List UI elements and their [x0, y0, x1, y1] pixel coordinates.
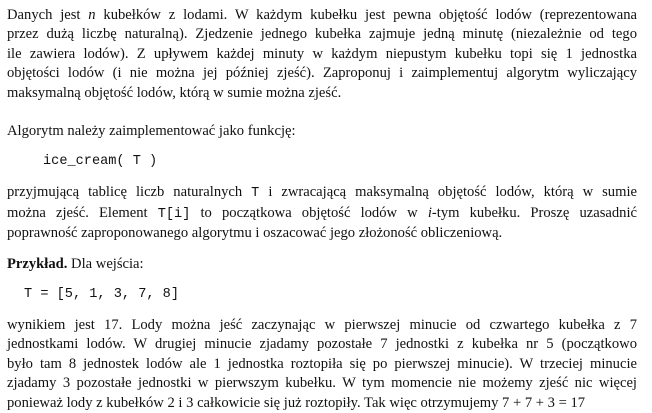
explanation-line: było tam 8 jednostek lodów ale 1 jednostka roztopiła się po pierwszej minucie). W trzeciej minucie	[7, 355, 637, 372]
variable-i: i	[427, 204, 432, 221]
intro-line: przez dużą liczbę naturalną). Zjedzenie jednego kubełka zajmuje jedną minutę (niezależnie od tego	[7, 26, 637, 43]
example-explanation	[7, 316, 637, 413]
description-line: poprawność zaproponowanego algorytmu i oszacować jego złożoność obliczeniową.	[7, 225, 503, 242]
code-T-i: T[i]	[157, 206, 191, 222]
problem-statement	[7, 6, 637, 413]
explanation-line: ponieważ lody z kubełków 2 i 3 całkowicie się już roztopiły. Tak więc otrzymujemy 7 + 7 + 3 = 17	[7, 394, 586, 411]
code-T: T	[251, 186, 260, 202]
explanation-line: zjadamy 3 pozostałe jednostki w pierwszym kubełku. W tym momencie nie możemy zjeść nic więcej	[7, 375, 637, 392]
description-line: przyjmującą tablicę liczb naturalnych T i zwracającą maksymalną objętość lodów, którą w sumie	[7, 184, 637, 202]
example-heading: Przykład. Dla wejścia:	[7, 255, 144, 272]
intro-line: maksymalną objętość lodów, którą w sumie można zjeść.	[7, 84, 342, 101]
explanation-line: jednostkami lodów. W drugiej minucie zjadamy pozostałe 7 jednostki z kubełka nr 5 (początkowo	[7, 336, 637, 353]
function-signature: ice_cream( T )	[43, 154, 158, 170]
description-line: można zjeść. Element T[i] to początkowa objętość lodów w i-tym kubełku. Proszę uzasadnić	[7, 204, 637, 222]
example-input: T = [5, 1, 3, 7, 8]	[24, 287, 179, 303]
intro-line: Danych jest n kubełków z lodami. W każdym kubełku jest pewna objętość lodów (reprezentowana	[7, 7, 637, 23]
variable-n: n	[88, 7, 96, 23]
explanation-line: wynikiem jest 17. Lody można jeść zaczynając w pierwszej minucie od czwartego kubełka z 7	[7, 317, 637, 334]
intro-line: objętości lodów (i nie można jej później zjeść). Zaproponuj i zaimplementuj algorytm wyliczający	[7, 65, 637, 82]
intro-paragraph	[7, 6, 637, 103]
intro-line: ile zawiera lodów). Z upływem każdej minuty w każdym niepustym kubełku topi się 1 jednostka	[7, 45, 637, 62]
example-label: Przykład.	[7, 255, 68, 272]
implementation-note: Algorytm należy zaimplementować jako funkcję:	[7, 123, 296, 140]
description-paragraph	[7, 183, 637, 243]
